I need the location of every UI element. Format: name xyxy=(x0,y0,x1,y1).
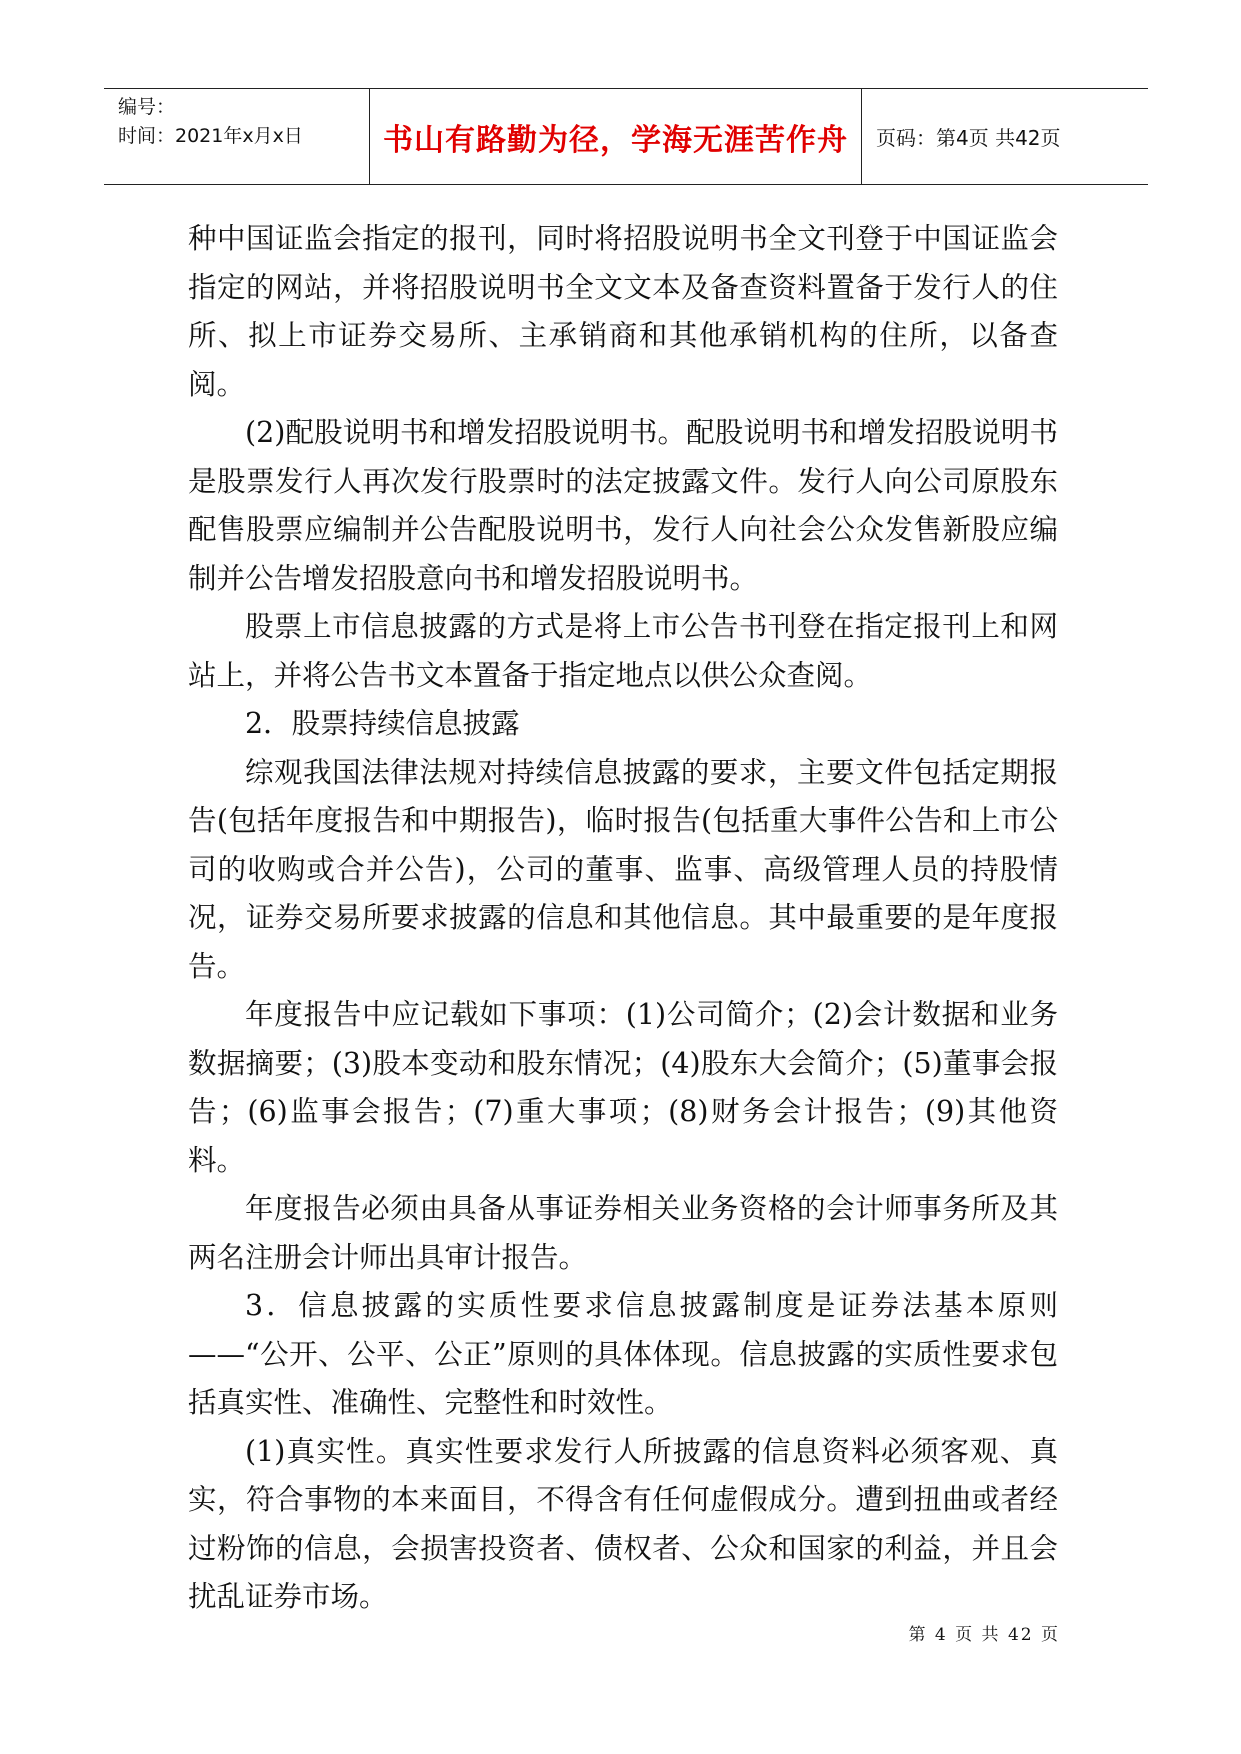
time-label: 时间：2021年x月x日 xyxy=(118,125,303,147)
page-footer: 第 4 页 共 42 页 xyxy=(908,1625,1060,1645)
paragraph: (2)配股说明书和增发招股说明书。配股说明书和增发招股说明书是股票发行人再次发行股票时的法定披露文件。发行人向公司原股东配售股票应编制并公告配股说明书，发行人向社会公众发售新股应编制并公告增发招股意向书和增发招股说明书。 xyxy=(188,416,1058,595)
paragraph: (1)真实性。真实性要求发行人所披露的信息资料必须客观、真实，符合事物的本来面目，不得含有任何虚假成分。遭到扭曲或者经过粉饰的信息，会损害投资者、债权者、公众和国家的利益，并且会扰乱证券市场。 xyxy=(188,1434,1058,1613)
page-header xyxy=(104,88,1148,185)
header-motto: 书山有路勤为径，学海无涯苦作舟 xyxy=(370,89,862,184)
paragraph: 综观我国法律法规对持续信息披露的要求，主要文件包括定期报告(包括年度报告和中期报告)，临时报告(包括重大事件公告和上市公司的收购或合并公告)，公司的董事、监事、高级管理人员的持股情况，证券交易所要求披露的信息和其他信息。其中最重要的是年度报告。 xyxy=(188,755,1058,983)
paragraph: 年度报告必须由具备从事证券相关业务资格的会计师事务所及其两名注册会计师出具审计报告。 xyxy=(188,1192,1058,1274)
header-page-label: 页码：第4页 共42页 xyxy=(876,126,1061,150)
paragraph: 种中国证监会指定的报刊，同时将招股说明书全文刊登于中国证监会指定的网站，并将招股说明书全文文本及备查资料置备于发行人的住所、拟上市证券交易所、主承销商和其他承销机构的住所，以备查阅。 xyxy=(188,222,1058,401)
serial-label: 编号： xyxy=(118,96,176,118)
paragraph: 3．信息披露的实质性要求信息披露制度是证券法基本原则——“公开、公平、公正”原则的具体体现。信息披露的实质性要求包括真实性、准确性、完整性和时效性。 xyxy=(188,1289,1058,1419)
paragraph: 年度报告中应记载如下事项：(1)公司简介；(2)会计数据和业务数据摘要；(3)股本变动和股东情况；(4)股东大会简介；(5)董事会报告；(6)监事会报告；(7)重大事项；(8)财务会计报告；(9)其他资料。 xyxy=(188,998,1058,1177)
document-body xyxy=(188,215,1058,1622)
section-heading: 2．股票持续信息披露 xyxy=(245,707,520,740)
paragraph: 股票上市信息披露的方式是将上市公告书刊登在指定报刊上和网站上，并将公告书文本置备于指定地点以供公众查阅。 xyxy=(188,610,1058,692)
header-meta xyxy=(104,89,370,184)
